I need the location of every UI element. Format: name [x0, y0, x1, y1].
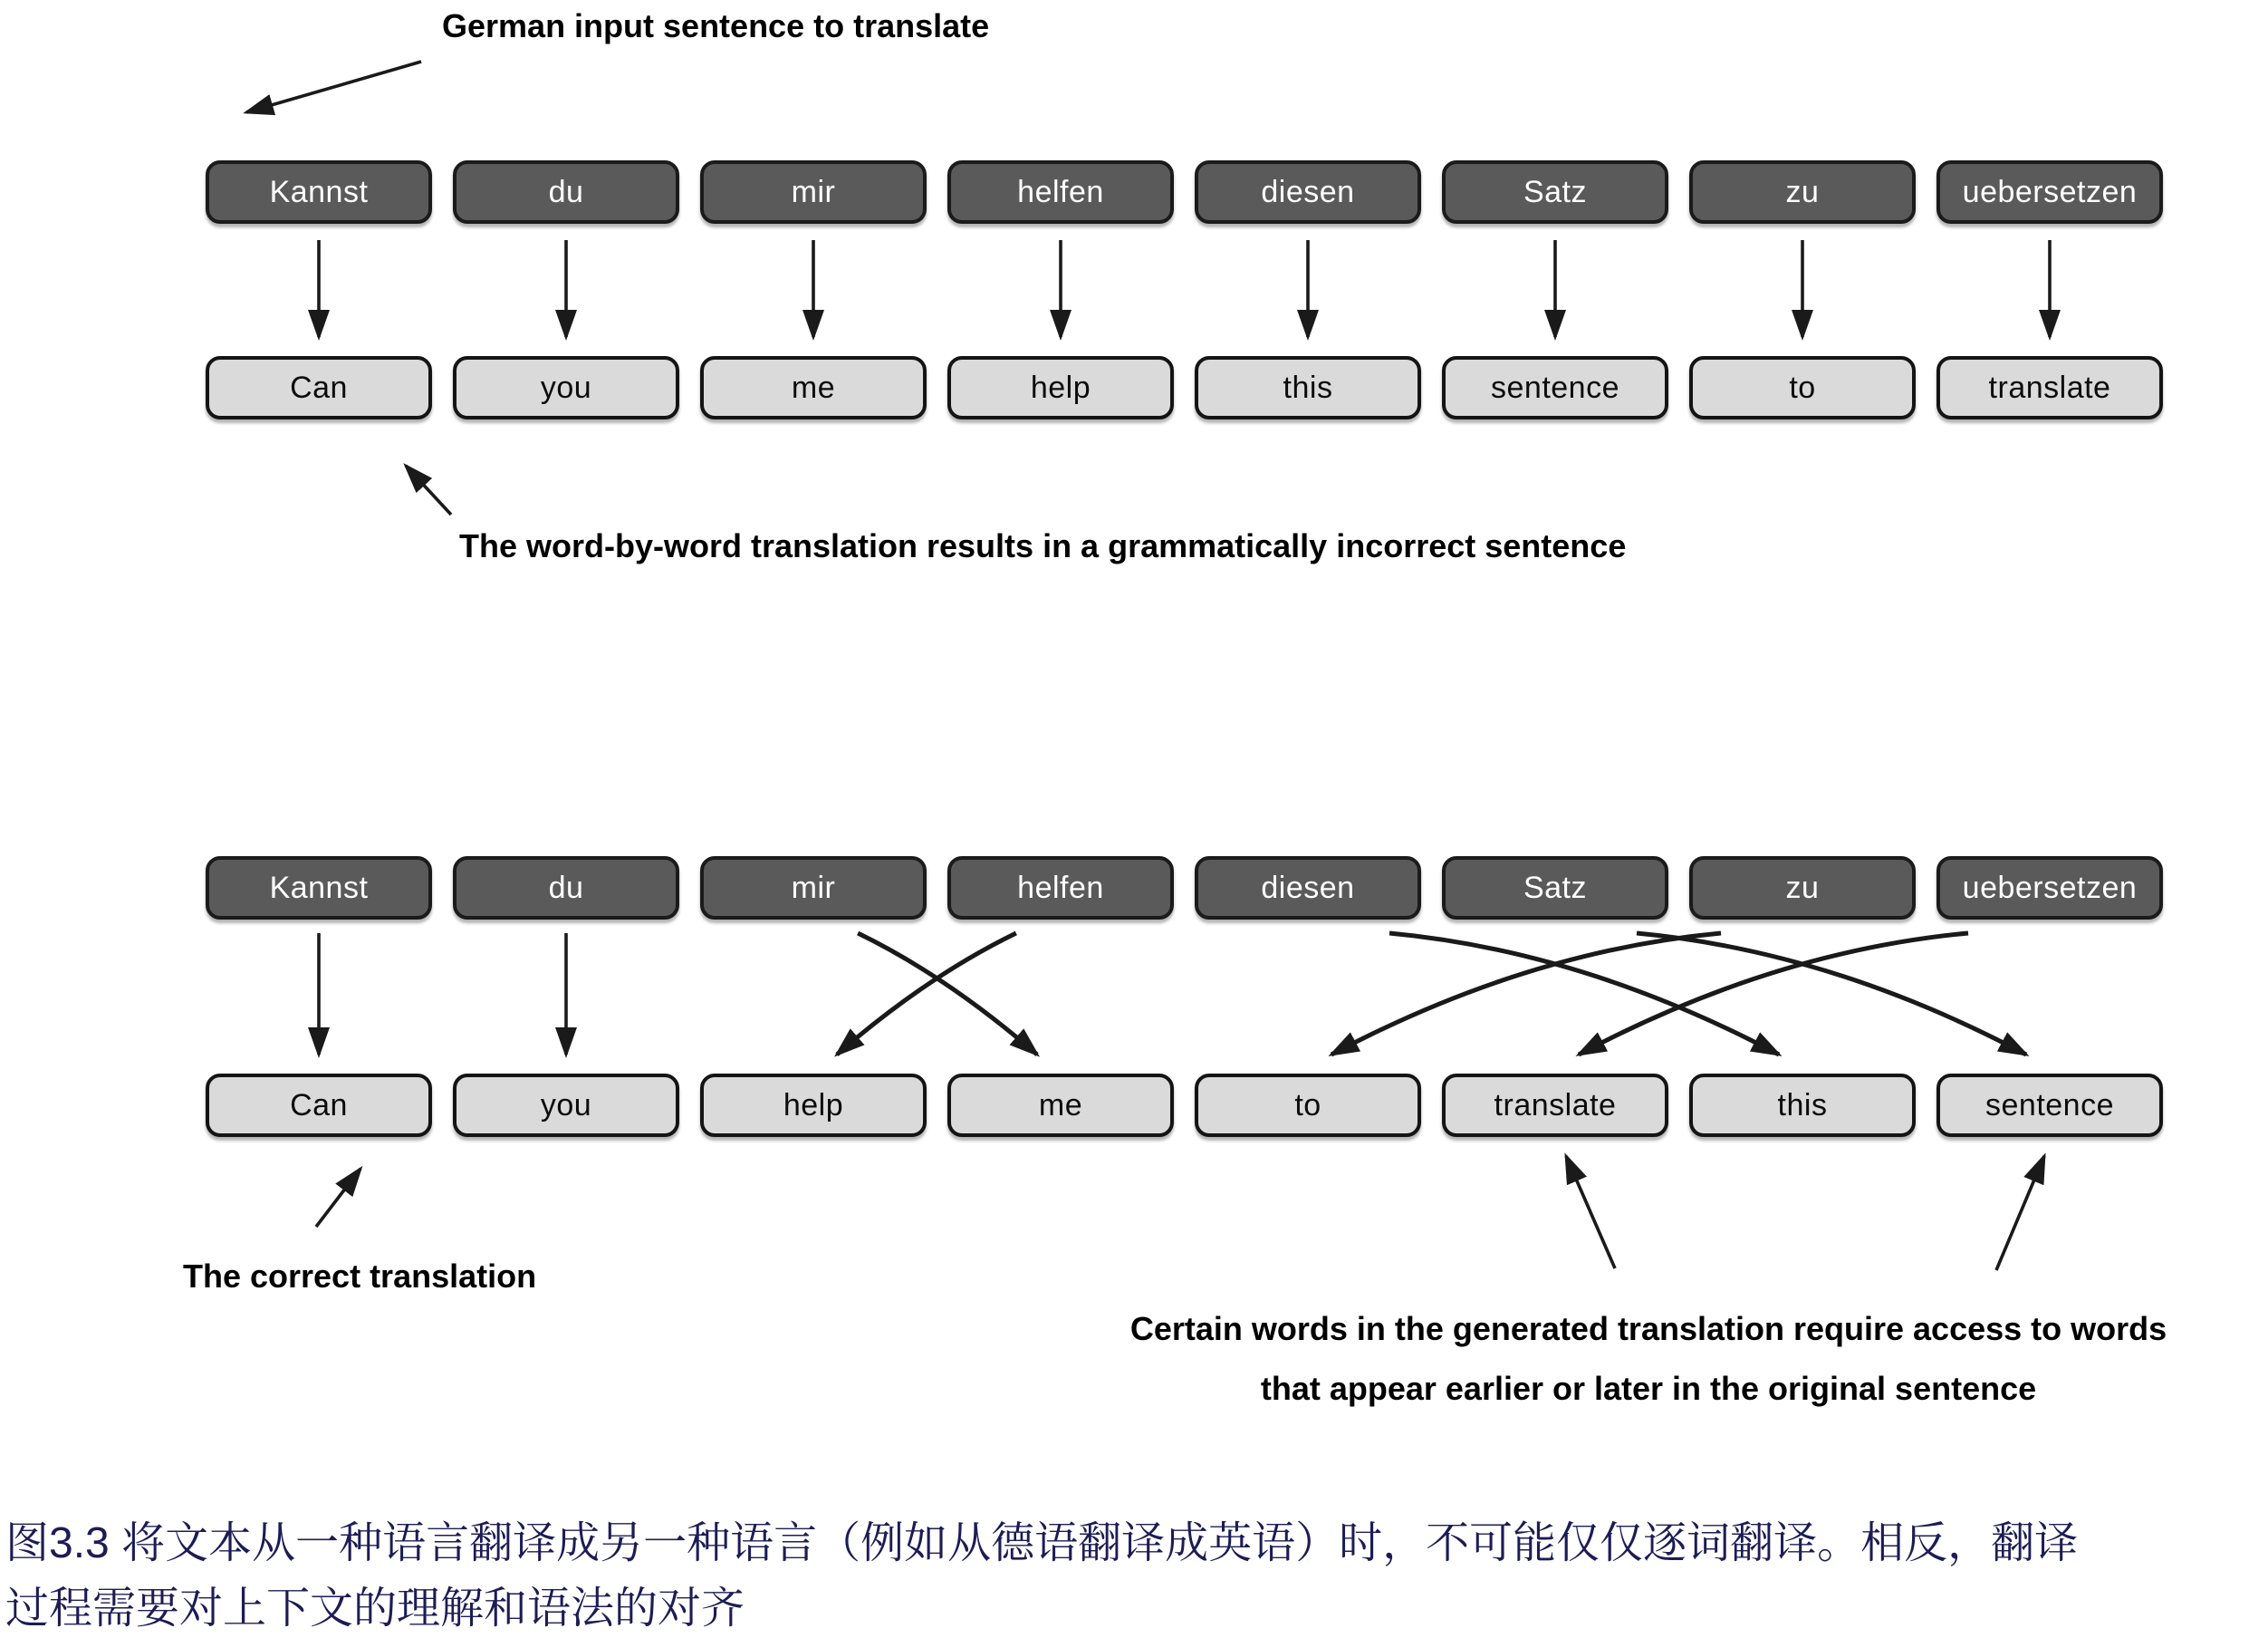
bottom-alignment-arrow-curved: [1637, 933, 2026, 1055]
english-word-box: help: [947, 356, 1174, 419]
correct-translation-annotation: The correct translation: [183, 1257, 537, 1295]
german-word-box: du: [453, 856, 679, 920]
english-word-box: Can: [206, 1074, 432, 1137]
english-word-box: Can: [206, 356, 432, 419]
german-word-box: Kannst: [206, 856, 432, 920]
english-word-box: you: [453, 356, 679, 419]
german-input-annotation: German input sentence to translate: [442, 7, 990, 44]
bottom-correct-english-row: [0, 1074, 2268, 1137]
bottom-alignment-arrow-curved: [1331, 933, 1721, 1055]
english-word-box: this: [1195, 356, 1421, 419]
figure-caption-line2: 过程需要对上下文的理解和语法的对齐: [5, 1585, 745, 1633]
bottom-german-row: [0, 856, 2268, 920]
german-word-box: zu: [1689, 160, 1916, 224]
german-word-box: Satz: [1442, 160, 1668, 224]
english-word-box: sentence: [1936, 1074, 2163, 1137]
figure-caption-line1: 图3.3 将文本从一种语言翻译成另一种语言（例如从德语翻译成英语）时，不可能仅仅逐词翻译。相反，翻译: [5, 1519, 2079, 1567]
english-word-box: to: [1689, 356, 1916, 419]
context-arrow-sentence: [1996, 1156, 2044, 1270]
german-word-box: uebersetzen: [1936, 856, 2163, 920]
german-word-box: du: [453, 160, 679, 224]
top-literal-english-row: [0, 356, 2268, 419]
english-word-box: me: [700, 356, 927, 419]
bottom-alignment-arrow-curved: [1579, 933, 1968, 1055]
german-word-box: diesen: [1195, 856, 1421, 920]
german-word-box: uebersetzen: [1936, 160, 2163, 224]
german-word-box: Kannst: [206, 160, 432, 224]
word-by-word-arrow: [406, 466, 451, 515]
english-word-box: me: [947, 1074, 1174, 1137]
english-word-box: to: [1195, 1074, 1421, 1137]
english-word-box: sentence: [1442, 356, 1668, 419]
english-word-box: help: [700, 1074, 927, 1137]
german-word-box: helfen: [947, 160, 1174, 224]
context-annotation-line2: that appear earlier or later in the original sentence: [1260, 1370, 2037, 1407]
top-german-row: [0, 160, 2268, 224]
context-arrow-translate: [1566, 1156, 1615, 1268]
german-word-box: zu: [1689, 856, 1916, 920]
english-word-box: this: [1689, 1074, 1916, 1137]
bottom-alignment-arrow-curved: [837, 933, 1016, 1055]
german-input-arrow: [246, 62, 421, 112]
bottom-alignment-arrow-curved: [1389, 933, 1779, 1055]
context-annotation-line1: Certain words in the generated translation require access to words: [1129, 1310, 2167, 1347]
correct-translation-arrow: [316, 1169, 360, 1227]
german-word-box: helfen: [947, 856, 1174, 920]
english-word-box: translate: [1936, 356, 2163, 419]
english-word-box: you: [453, 1074, 679, 1137]
english-word-box: translate: [1442, 1074, 1668, 1137]
bottom-alignment-arrow-curved: [858, 933, 1037, 1055]
german-word-box: mir: [700, 856, 927, 920]
german-word-box: diesen: [1195, 160, 1421, 224]
german-word-box: mir: [700, 160, 927, 224]
word-by-word-annotation: The word-by-word translation results in a grammatically incorrect sentence: [459, 527, 1627, 564]
german-word-box: Satz: [1442, 856, 1668, 920]
